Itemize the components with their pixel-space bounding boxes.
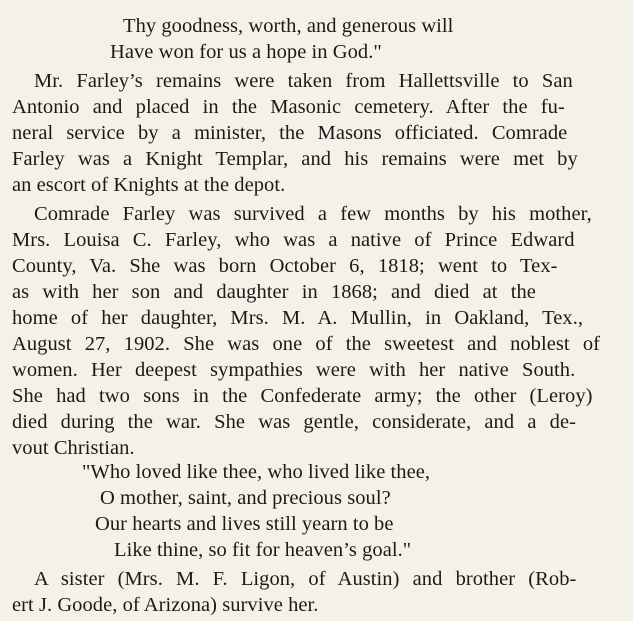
paragraph-line: Mrs. Louisa C. Farley, who was a native of Prince Edward [12, 229, 575, 251]
paragraph-line: home of her daughter, Mrs. M. A. Mullin, in Oakland, Tex., [12, 307, 584, 329]
paragraph-line: County, Va. She was born October 6, 1818; went to Tex- [12, 255, 558, 277]
paragraph-line: neral service by a minister, the Masons officiated. Comrade [12, 122, 568, 144]
paragraph-line: ert J. Goode, of Arizona) survive her. [12, 594, 319, 616]
paragraph-line: women. Her deepest sympathies were with her native South. [12, 359, 576, 381]
paragraph-line: She had two sons in the Confederate army; the other (Leroy) [12, 385, 593, 407]
poem-bottom-line: Like thine, so fit for heaven’s goal." [114, 539, 412, 561]
poem-top-line: Have won for us a hope in God." [110, 41, 382, 63]
poem-bottom-line: "Who loved like thee, who lived like thee, [82, 461, 431, 483]
poem-bottom-line: O mother, saint, and precious soul? [100, 487, 391, 509]
paragraph-line: died during the war. She was gentle, considerate, and a de- [12, 411, 576, 433]
paragraph-line: Antonio and placed in the Masonic cemetery. After the fu- [12, 96, 565, 118]
poem-bottom-line: Our hearts and lives still yearn to be [95, 513, 394, 535]
paragraph-line: Farley was a Knight Templar, and his remains were met by [12, 148, 578, 170]
poem-top-line: Thy goodness, worth, and generous will [123, 15, 454, 37]
paragraph-line: vout Christian. [12, 437, 135, 459]
paragraph-line: an escort of Knights at the depot. [12, 174, 286, 196]
paragraph-line: August 27, 1902. She was one of the sweetest and noblest of [12, 333, 600, 355]
paragraph-line: Mr. Farley’s remains were taken from Hallettsville to San [34, 70, 573, 92]
paragraph-line: as with her son and daughter in 1868; and died at the [12, 281, 536, 303]
paragraph-line: A sister (Mrs. M. F. Ligon, of Austin) and brother (Rob- [34, 568, 577, 590]
paragraph-line: Comrade Farley was survived a few months by his mother, [34, 203, 592, 225]
